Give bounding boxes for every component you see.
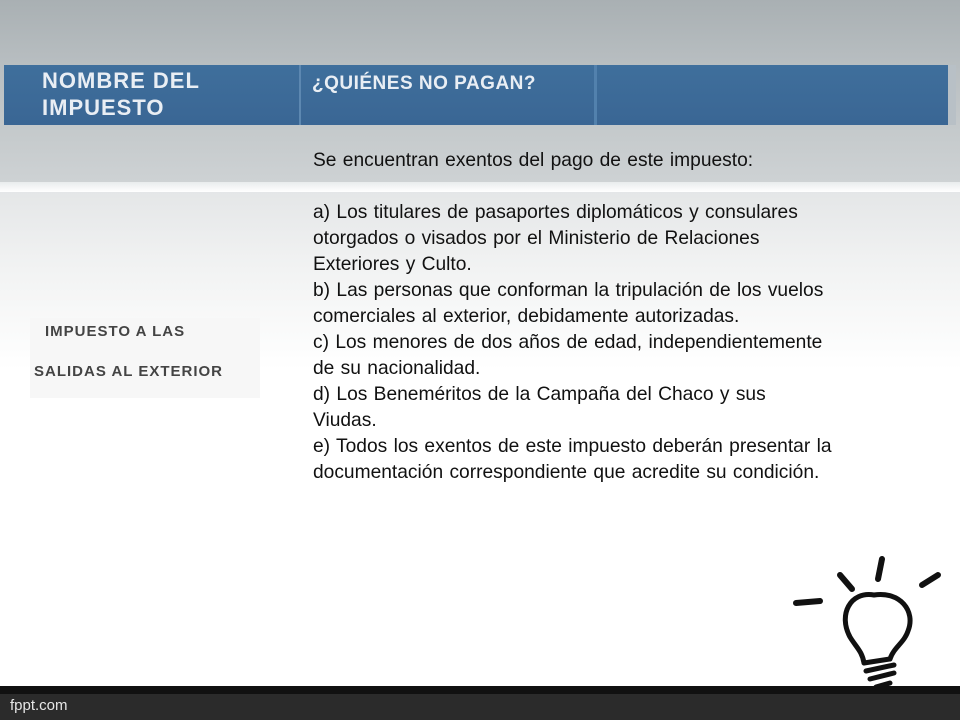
header-banner [4, 65, 956, 125]
header-left-title [42, 67, 200, 121]
exemptions-text [313, 148, 833, 486]
paragraph-gap [313, 174, 833, 200]
header-seam [594, 65, 597, 125]
header-edge [948, 65, 956, 125]
footer [0, 694, 960, 720]
tax-name-line1: IMPUESTO A LAS [45, 323, 186, 340]
footer-rule [0, 686, 960, 694]
header-left-title-line2: IMPUESTO [42, 95, 165, 120]
header-right-title: ¿QUIÉNES NO PAGAN? [312, 73, 536, 94]
header-left-panel [4, 65, 301, 125]
lightbulb-icon [790, 555, 950, 695]
tax-name-box [30, 318, 260, 398]
exemption-item-d: d) Los Beneméritos de la Campaña del Chaco y sus Viudas. [313, 384, 766, 431]
exemption-item-b: b) Las personas que conforman la tripulación de los vuelos comerciales al exterior, debidamente autorizadas. [313, 280, 824, 327]
tax-name-line2: SALIDAS AL EXTERIOR [34, 363, 224, 380]
exemption-item-e: e) Todos los exentos de este impuesto deberán presentar la documentación correspondiente que acredite su condición. [313, 436, 832, 483]
exemption-item-c: c) Los menores de dos años de edad, independientemente de su nacionalidad. [313, 332, 823, 379]
exemptions-intro: Se encuentran exentos del pago de este impuesto: [313, 150, 754, 171]
header-left-title-line1: NOMBRE DEL [42, 68, 200, 93]
footer-brand: fppt.com [10, 697, 68, 714]
exemption-item-a: a) Los titulares de pasaportes diplomáticos y consulares otorgados o visados por el Ministerio de Relaciones Exteriores y Culto. [313, 202, 798, 275]
